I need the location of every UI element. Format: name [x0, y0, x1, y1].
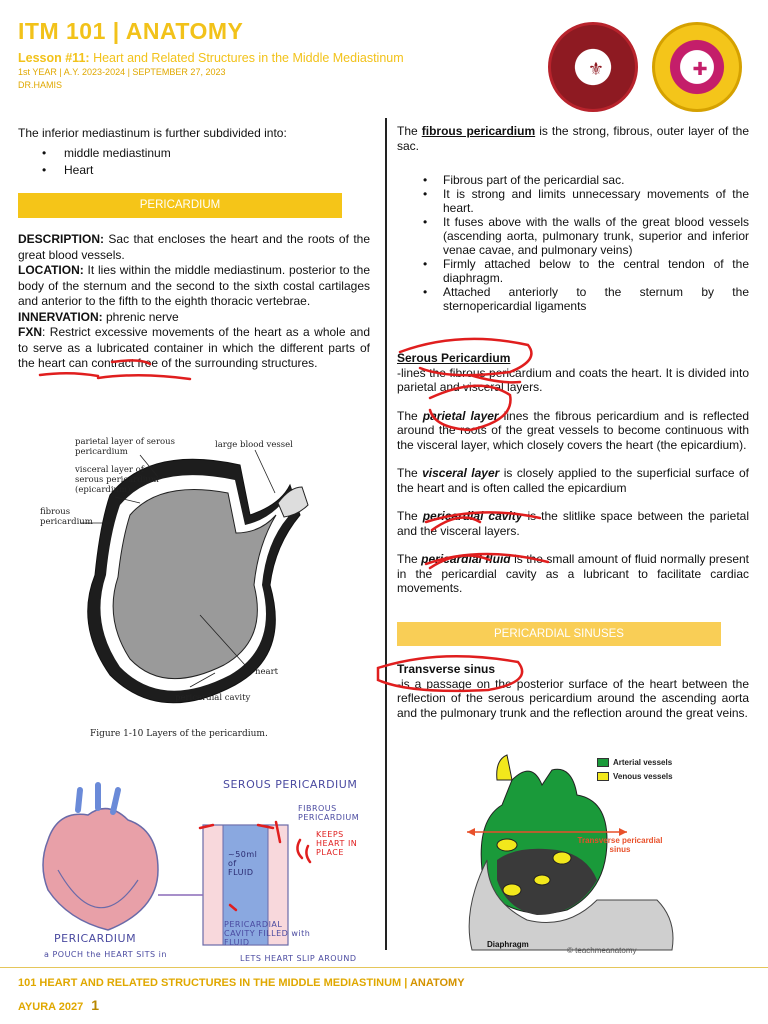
text-span: is closely applied to the superficial surface of the heart and is often called the epicardium — [397, 466, 749, 495]
label-pericardial-cavity: pericardial cavity — [175, 693, 251, 703]
location-text: It lies within the middle mediastinum. posterior to the body of the sternum and the second to the sixth costal cartilages and anterior to the fifth to the eighth thoracic vertebrae. — [18, 263, 370, 308]
pericardial-cavity-text — [397, 509, 749, 538]
sketch-label-pericardium: PERICARDIUM — [54, 932, 137, 945]
description-text: Sac that encloses the heart and the roots of the great blood vessels. — [18, 232, 370, 262]
text-span: is the slitlike space between the parietal and the visceral layers. — [397, 509, 750, 538]
label-parietal-layer: parietal layer of serous pericardium — [75, 437, 175, 457]
fxn-text: : Restrict excessive movements of the heart as a whole and to serve as a lubricated container in which the different parts of the heart can contract free of the surrounding structures. — [18, 325, 370, 370]
transverse-sinus-text: -is a passage on the posterior surface of the heart between the reflection of the serous pericardium around the ascending aorta and the pulmonary trunk and the reflection around the great veins. — [397, 676, 749, 720]
sketch-label-fibrous: FIBROUS PERICARDIUM — [298, 804, 360, 822]
lesson-meta: 1st YEAR | A.Y. 2023-2024 | SEPTEMBER 27, 2023 — [18, 67, 226, 77]
arterial-swatch-icon — [597, 758, 609, 767]
pericardium-layers-figure — [40, 425, 370, 765]
transverse-sinus-heading: Transverse sinus — [397, 662, 496, 676]
legend-arterial — [597, 758, 672, 767]
underline-annotation — [98, 375, 190, 379]
underline-annotation — [40, 373, 98, 376]
description-label: DESCRIPTION: — [18, 232, 105, 246]
text-span: The — [397, 509, 423, 523]
diaphragm-label: Diaphragm — [487, 940, 529, 949]
serous-pericardium-term: Serous Pericardium — [397, 351, 511, 365]
text-span: lines the fibrous pericardium and is reflected around the roots of the great vessels to become continuous with the visceral layer, which closely covers the heart (the epicardium). — [397, 408, 750, 452]
footer-group: AYURA 2027 — [18, 1001, 84, 1013]
list-item: • It fuses above with the walls of the great blood vessels (ascending aorta, pulmonary trunk, superior and inferior venae cavae, and pulmonary veins) — [423, 215, 749, 257]
figure-credit — [567, 946, 637, 955]
legend-label: Arterial vessels — [613, 758, 673, 767]
list-item: • Fibrous part of the pericardial sac. — [423, 173, 749, 187]
seal-emblem-icon: ✚ — [692, 58, 708, 79]
course-title: ITM 101 | ANATOMY — [18, 18, 244, 44]
text-span: The — [397, 552, 422, 566]
sketch-label-cavity: PERICARDIAL CAVITY FILLED with FLUID — [224, 920, 311, 947]
innervation-text: phrenic nerve — [102, 309, 179, 324]
label-visceral-layer: visceral layer of serous pericardium (epicardium) — [75, 465, 159, 495]
visceral-layer-term: visceral layer — [422, 466, 500, 480]
fxn-label: FXN — [18, 325, 42, 339]
pericardial-fluid-text — [397, 552, 749, 596]
parietal-layer-term: parietal layer — [422, 408, 499, 423]
sketch-label-serous: SEROUS PERICARDIUM — [223, 778, 358, 791]
right-column — [397, 124, 749, 720]
lesson-number: Lesson #11: — [18, 51, 90, 65]
transverse-sinus-svg — [457, 750, 697, 960]
sketch-label-slip: LETS HEART SLIP AROUND — [240, 954, 357, 963]
label-large-blood-vessel: large blood vessel — [215, 440, 293, 450]
venous-swatch-icon — [597, 772, 609, 781]
sketch-label-pouch: a POUCH the HEART SITS in — [44, 950, 167, 959]
list-item: • Firmly attached below to the central tendon of the diaphragm. — [423, 257, 749, 285]
location-label: LOCATION: — [18, 263, 84, 277]
text-span: is the strong, fibrous, outer layer of the sac. — [397, 124, 749, 153]
pericardium-sketch-figure — [18, 770, 370, 970]
seal-emblem-icon: ⚜ — [587, 58, 605, 79]
label-fibrous-pericardium: fibrous pericardium — [40, 507, 93, 527]
list-item: • Heart — [42, 162, 370, 179]
text-span: is the small amount of fluid normally present in the pericardial cavity as a lubricant to facilitate cardiac movements. — [397, 552, 750, 595]
footer-accent: ANATOMY — [409, 977, 465, 989]
serous-text: -lines the fibrous pericardium and coats the heart. It is divided into parietal and visceral layers. — [397, 365, 749, 394]
list-item: • It is strong and limits unnecessary movements of the heart. — [423, 187, 749, 215]
fibrous-points-list — [423, 173, 749, 313]
visceral-layer-text — [397, 466, 749, 495]
legend-label: Venous vessels — [613, 772, 673, 781]
footer-title — [18, 977, 758, 989]
sketch-label-keeps-heart: KEEPS HEART IN PLACE — [316, 830, 358, 857]
legend-venous — [597, 772, 673, 781]
innervation-label: INNERVATION: — [18, 309, 103, 324]
pericardial-fluid-term: pericardial fluid — [421, 552, 511, 566]
label-heart: heart — [255, 667, 279, 677]
fibrous-pericardium-intro — [397, 124, 749, 153]
text-span: The — [397, 408, 423, 423]
list-item: • middle mediastinum — [42, 145, 370, 162]
section-banner-pericardium: PERICARDIUM — [18, 193, 342, 219]
sketch-label-fluid: ~50ml of FLUID — [228, 850, 258, 877]
section-banner-sinuses: PERICARDIAL SINUSES — [397, 622, 721, 647]
footer-text: 101 HEART AND RELATED STRUCTURES IN THE MIDDLE MEDIASTINUM | — [18, 977, 410, 989]
list-item: • Attached anteriorly to the sternum by the sternopericardial ligaments — [423, 285, 749, 313]
underline-annotation — [112, 360, 150, 364]
fibrous-pericardium-term: fibrous pericardium — [421, 124, 536, 138]
serous-heading — [397, 351, 749, 366]
page-number: 1 — [91, 997, 100, 1013]
arrow-label: Transverse pericardial sinus — [577, 836, 663, 854]
instructor: DR.HAMIS — [18, 80, 63, 90]
lesson-title: Heart and Related Structures in the Middle Mediastinum — [93, 51, 404, 65]
text-span: The — [397, 466, 423, 480]
transverse-sinus-figure — [457, 750, 697, 960]
footer-subline — [18, 997, 99, 1013]
credit-text: teachmeanatomy — [575, 946, 637, 955]
figure-caption: Figure 1-10 Layers of the pericardium. — [90, 729, 268, 739]
text-span: The — [397, 124, 422, 138]
pericardial-cavity-term: pericardial cavity — [422, 509, 523, 523]
footer-divider — [0, 967, 768, 968]
copyright-icon: © — [567, 946, 573, 955]
parietal-layer-text — [397, 409, 749, 453]
intro-text: The inferior mediastinum is further subdivided into: — [18, 126, 287, 140]
